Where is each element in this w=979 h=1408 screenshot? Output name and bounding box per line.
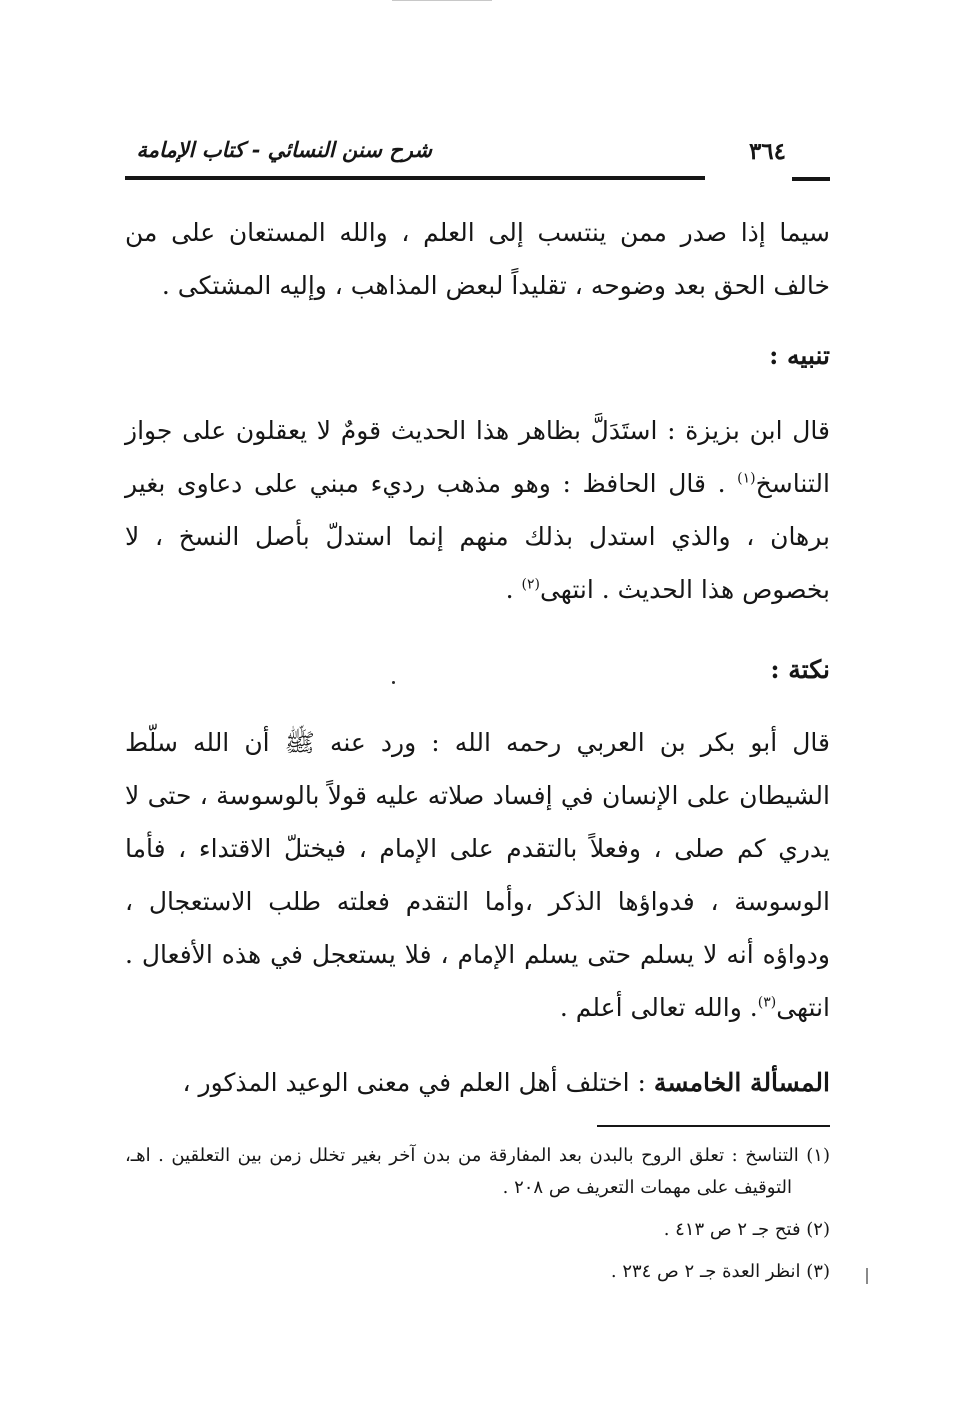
tanbih-text-part2: . قال الحافظ : وهو مذهب رديء مبني على دعاوى بغير برهان ، والذي استدل بذلك منهم إنما استدلّ بأصل النسخ ، لا بخصوص هذا الحديث . انتهى [125, 469, 830, 604]
nukta-paragraph [125, 716, 830, 1034]
page-number-dash [792, 177, 830, 181]
section-heading-tanbih: تنبيه : [769, 341, 830, 370]
footnotes [125, 1140, 830, 1298]
tanbih-text-part3: . [505, 575, 522, 604]
footnote-ref-1: (١) [737, 470, 756, 487]
print-speck [392, 681, 395, 684]
page-number: ٣٦٤ [748, 138, 786, 165]
masala-paragraph [125, 1056, 830, 1109]
running-title: شرح سنن النسائي - كتاب الإمامة [136, 137, 432, 162]
masala-lead: المسألة الخامسة [653, 1068, 830, 1097]
nukta-text [125, 716, 830, 1034]
tanbih-paragraph [125, 404, 830, 616]
tanbih-text [125, 404, 830, 616]
masala-body: : اختلف أهل العلم في معنى الوعيد المذكور ، [182, 1068, 654, 1097]
top-edge-mark [392, 0, 492, 1]
tanbih-text-part1: قال ابن بزيزة : استَدَلَّ بظاهر هذا الحديث قومٌ لا يعقلون على جواز التناسخ [125, 416, 830, 498]
section-heading-nukta: نكتة : [770, 655, 830, 684]
margin-tick [866, 1268, 868, 1284]
nukta-text-part1: قال أبو بكر بن العربي رحمه الله : ورد عنه ﷺ أن الله سلّط الشيطان على الإنسان في إفساد صلاته عليه قولاً بالوسوسة ، حتى لا يدري كم صلى ، وفعلاً بالتقدم على الإمام ، فيختلّ الاقتداء ، فأما الوسوسة ، فدواؤها الذكر ،وأما التقدم فعلته طلب الاستعجال ، ودواؤه أنه لا يسلم حتى يسلم الإمام ، فلا يستعجل في هذه الأفعال . انتهى [125, 728, 830, 1022]
footnote-2: (٢) فتح جـ ٢ ص ٤١٣ . [663, 1219, 830, 1240]
running-header [125, 130, 830, 182]
nukta-text-part2: . والله تعالى أعلم . [559, 993, 758, 1022]
footnote-separator [597, 1125, 830, 1127]
intro-text: سيما إذا صدر ممن ينتسب إلى العلم ، والله المستعان على من خالف الحق بعد وضوحه ، تقليداً لبعض المذاهب ، وإليه المشتكى . [125, 218, 830, 300]
masala-text [125, 1056, 830, 1109]
intro-paragraph [125, 206, 830, 312]
header-rule [125, 176, 705, 180]
footnote-ref-3: (٣) [757, 994, 777, 1011]
footnote-1: (١) التناسخ : تعلق الروح بالبدن بعد المفارقة من بدن آخر بغير تخلل زمن بين التعلقين . اهـ، التوقيف على مهمات التعريف ص ٢٠٨ . [125, 1145, 830, 1198]
footnote-ref-2: (٢) [521, 576, 540, 593]
footnote-3: (٣) انظر العدة جـ ٢ ص ٢٣٤ . [610, 1261, 830, 1282]
